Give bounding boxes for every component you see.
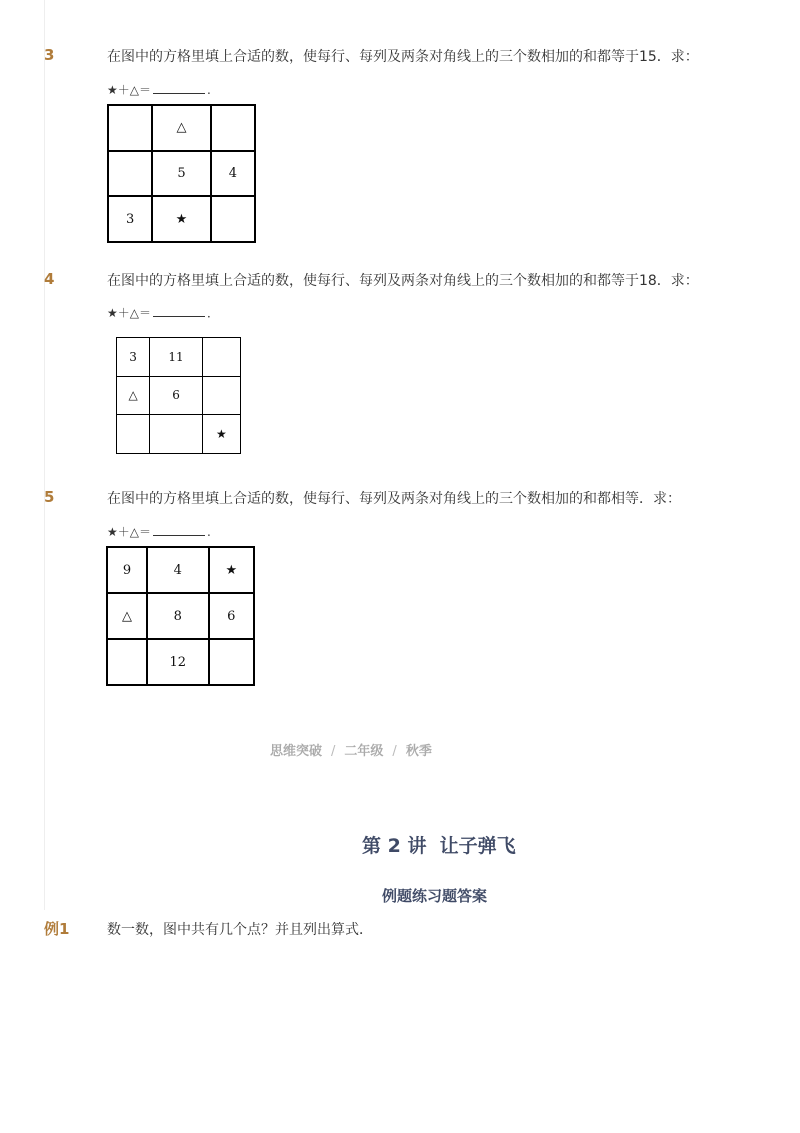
star-icon: ★: [202, 415, 240, 454]
formula-label: ★＋△＝: [107, 83, 151, 97]
example-1-text: 数一数，图中共有几个点？并且列出算式．: [107, 922, 373, 938]
question-4-grid: [116, 337, 241, 454]
footer-grade: 二年级: [344, 744, 384, 759]
answer-blank: [153, 305, 205, 317]
footer-term: 秋季: [405, 744, 432, 759]
question-5-grid: [106, 546, 255, 686]
grid-cell: 4: [147, 547, 209, 593]
grid-cell: 12: [147, 639, 209, 685]
footer-series: 思维突破: [270, 744, 323, 759]
grid-cell: [211, 196, 255, 242]
grid-cell: [108, 105, 152, 151]
answer-blank: [153, 524, 205, 536]
grid-cell: 9: [107, 547, 147, 593]
question-4-number: 4: [44, 270, 55, 288]
question-3-formula: [107, 81, 211, 98]
grid-cell: 6: [209, 593, 254, 639]
footer-separator: /: [331, 744, 336, 759]
grid-cell: [107, 639, 147, 685]
triangle-icon: △: [152, 105, 211, 151]
question-3-grid: [107, 104, 256, 243]
grid-cell: [209, 639, 254, 685]
formula-end: ．: [207, 306, 220, 320]
grid-cell: 3: [108, 196, 152, 242]
grid-cell: 5: [152, 151, 211, 197]
grid-cell: [108, 151, 152, 197]
grid-cell: 8: [147, 593, 209, 639]
question-5-text: 在图中的方格里填上合适的数，使每行、每列及两条对角线上的三个数相加的和都相等．求：: [107, 491, 681, 507]
question-5-formula: [107, 523, 211, 540]
grid-cell: 11: [150, 338, 203, 377]
grid-cell: [202, 338, 240, 377]
left-margin-rule: [44, 0, 45, 910]
triangle-icon: △: [117, 376, 150, 415]
question-4-formula: [107, 304, 219, 321]
page-footer: [270, 740, 432, 759]
lecture-subtitle: 例题练习题答案: [382, 887, 488, 905]
question-3-text: 在图中的方格里填上合适的数，使每行、每列及两条对角线上的三个数相加的和都等于15．求：: [107, 49, 699, 65]
question-3-number: 3: [44, 46, 55, 64]
formula-label: ★＋△＝: [107, 525, 151, 539]
grid-cell: [117, 415, 150, 454]
grid-cell: [211, 105, 255, 151]
formula-end: .: [207, 525, 211, 539]
grid-cell: [150, 415, 203, 454]
footer-separator: /: [392, 744, 397, 759]
formula-end: .: [207, 83, 211, 97]
answer-blank: [153, 82, 205, 94]
grid-cell: [202, 376, 240, 415]
question-5-number: 5: [44, 488, 55, 506]
star-icon: ★: [209, 547, 254, 593]
question-4-text: 在图中的方格里填上合适的数，使每行、每列及两条对角线上的三个数相加的和都等于18．求：: [107, 273, 699, 289]
formula-label: ★＋△＝: [107, 306, 151, 320]
star-icon: ★: [152, 196, 211, 242]
grid-cell: 4: [211, 151, 255, 197]
grid-cell: 6: [150, 376, 203, 415]
example-1-label: 例1: [44, 920, 70, 938]
grid-cell: 3: [117, 338, 150, 377]
triangle-icon: △: [107, 593, 147, 639]
lecture-title: 第 2 讲 让子弹飞: [362, 835, 516, 857]
